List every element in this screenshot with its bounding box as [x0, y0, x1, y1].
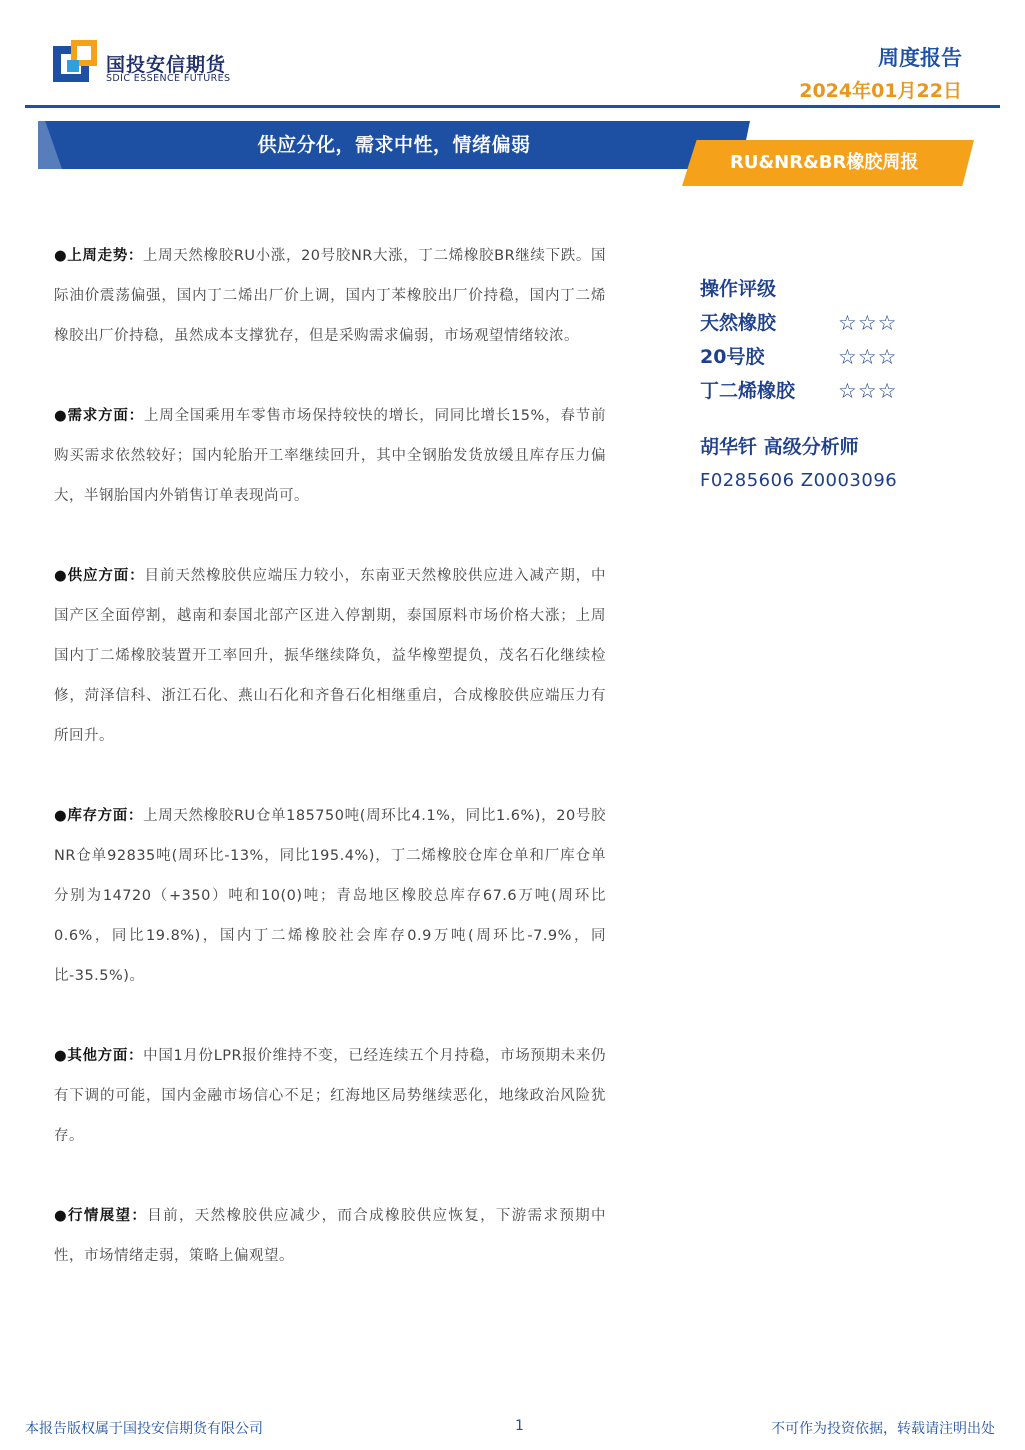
bullet-icon: ●	[54, 808, 68, 824]
section-demand	[54, 396, 606, 516]
section-heading: 供应方面：	[67, 568, 145, 584]
bullet-icon: ●	[54, 408, 68, 424]
section-other	[54, 1036, 606, 1156]
section-supply	[54, 556, 606, 756]
section-heading: 行情展望：	[68, 1208, 148, 1224]
rating-name: 天然橡胶	[700, 312, 777, 334]
star-rating-icon: ☆☆☆	[838, 345, 898, 369]
bullet-icon: ●	[54, 1208, 69, 1224]
company-logo-icon	[53, 40, 99, 86]
bullet-icon: ●	[54, 568, 68, 584]
page-footer	[25, 1418, 1000, 1440]
report-title: 供应分化，需求中性，情绪偏弱	[257, 134, 531, 156]
star-rating-icon: ☆☆☆	[838, 379, 898, 403]
company-name-cn: 国投安信期货	[106, 54, 227, 76]
company-name-en: SDIC ESSENCE FUTURES	[106, 73, 231, 84]
section-text: 目前，天然橡胶供应减少，而合成橡胶供应恢复，下游需求预期中性，市场情绪走弱，策略上偏观望。	[54, 1208, 607, 1264]
header-divider	[25, 105, 1000, 108]
star-rating-icon: ☆☆☆	[838, 311, 898, 335]
section-last-week-trend	[54, 236, 606, 356]
section-outlook	[54, 1196, 606, 1276]
rating-row	[700, 374, 960, 408]
page-number: 1	[515, 1418, 524, 1434]
rating-title: 操作评级	[700, 278, 777, 300]
report-type: 周度报告	[878, 46, 962, 70]
section-text: 中国1月份LPR报价维持不变，已经连续五个月持稳，市场预期未来仍有下调的可能，国内金融市场信心不足；红海地区局势继续恶化，地缘政治风险犹存。	[54, 1048, 607, 1144]
section-heading: 库存方面：	[67, 808, 144, 824]
section-heading: 上周走势：	[67, 248, 143, 264]
section-text: 目前天然橡胶供应端压力较小，东南亚天然橡胶供应进入减产期，中国产区全面停割，越南和泰国北部产区进入停割期，泰国原料市场价格大涨；上周国内丁二烯橡胶装置开工率回升，振华继续降负，益华橡塑提负，茂名石化继续检修，菏泽信科、浙江石化、燕山石化和齐鲁石化相继重启，合成橡胶供应端压力有所回升。	[54, 568, 607, 744]
section-heading: 需求方面：	[67, 408, 144, 424]
report-date: 2024年01月22日	[799, 80, 962, 102]
report-subtitle: RU&NR&BR橡胶周报	[730, 152, 919, 173]
section-text: 上周天然橡胶RU仓单185750吨(周环比4.1%，同比1.6%)，20号胶NR仓单92835吨(周环比-13%，同比195.4%)，丁二烯橡胶仓库仓单和厂库仓单分别为14720（+350）吨和10(0)吨；青岛地区橡胶总库存67.6万吨(周环比0.6%，同比19.8%)，国内丁二烯橡胶社会库存0.9万吨(周环比-7.9%，同比-35.5%)。	[54, 808, 607, 984]
rating-row	[700, 306, 960, 340]
section-text: 上周全国乘用车零售市场保持较快的增长，同同比增长15%，春节前购买需求依然较好；国内轮胎开工率继续回升，其中全钢胎发货放缓且库存压力偏大，半钢胎国内外销售订单表现尚可。	[54, 408, 607, 504]
sidebar	[700, 272, 960, 498]
report-body	[54, 236, 606, 1316]
rating-row	[700, 340, 960, 374]
rating-name: 丁二烯橡胶	[700, 380, 796, 402]
analyst-name: 胡华钎 高级分析师	[700, 436, 859, 458]
bullet-icon: ●	[54, 1048, 68, 1064]
disclaimer-notice: 不可作为投资依据，转载请注明出处	[771, 1421, 995, 1437]
rating-name: 20号胶	[700, 346, 765, 368]
analyst-license: F0285606 Z0003096	[700, 470, 898, 491]
section-text: 上周天然橡胶RU小涨，20号胶NR大涨，丁二烯橡胶BR继续下跌。国际油价震荡偏强，国内丁二烯出厂价上调，国内丁苯橡胶出厂价持稳，国内丁二烯橡胶出厂价持稳，虽然成本支撑犹存，但是采购需求偏弱，市场观望情绪较浓。	[54, 248, 606, 344]
copyright-notice: 本报告版权属于国投安信期货有限公司	[25, 1421, 263, 1437]
bullet-icon: ●	[54, 248, 68, 264]
section-inventory	[54, 796, 606, 996]
section-heading: 其他方面：	[67, 1048, 144, 1064]
